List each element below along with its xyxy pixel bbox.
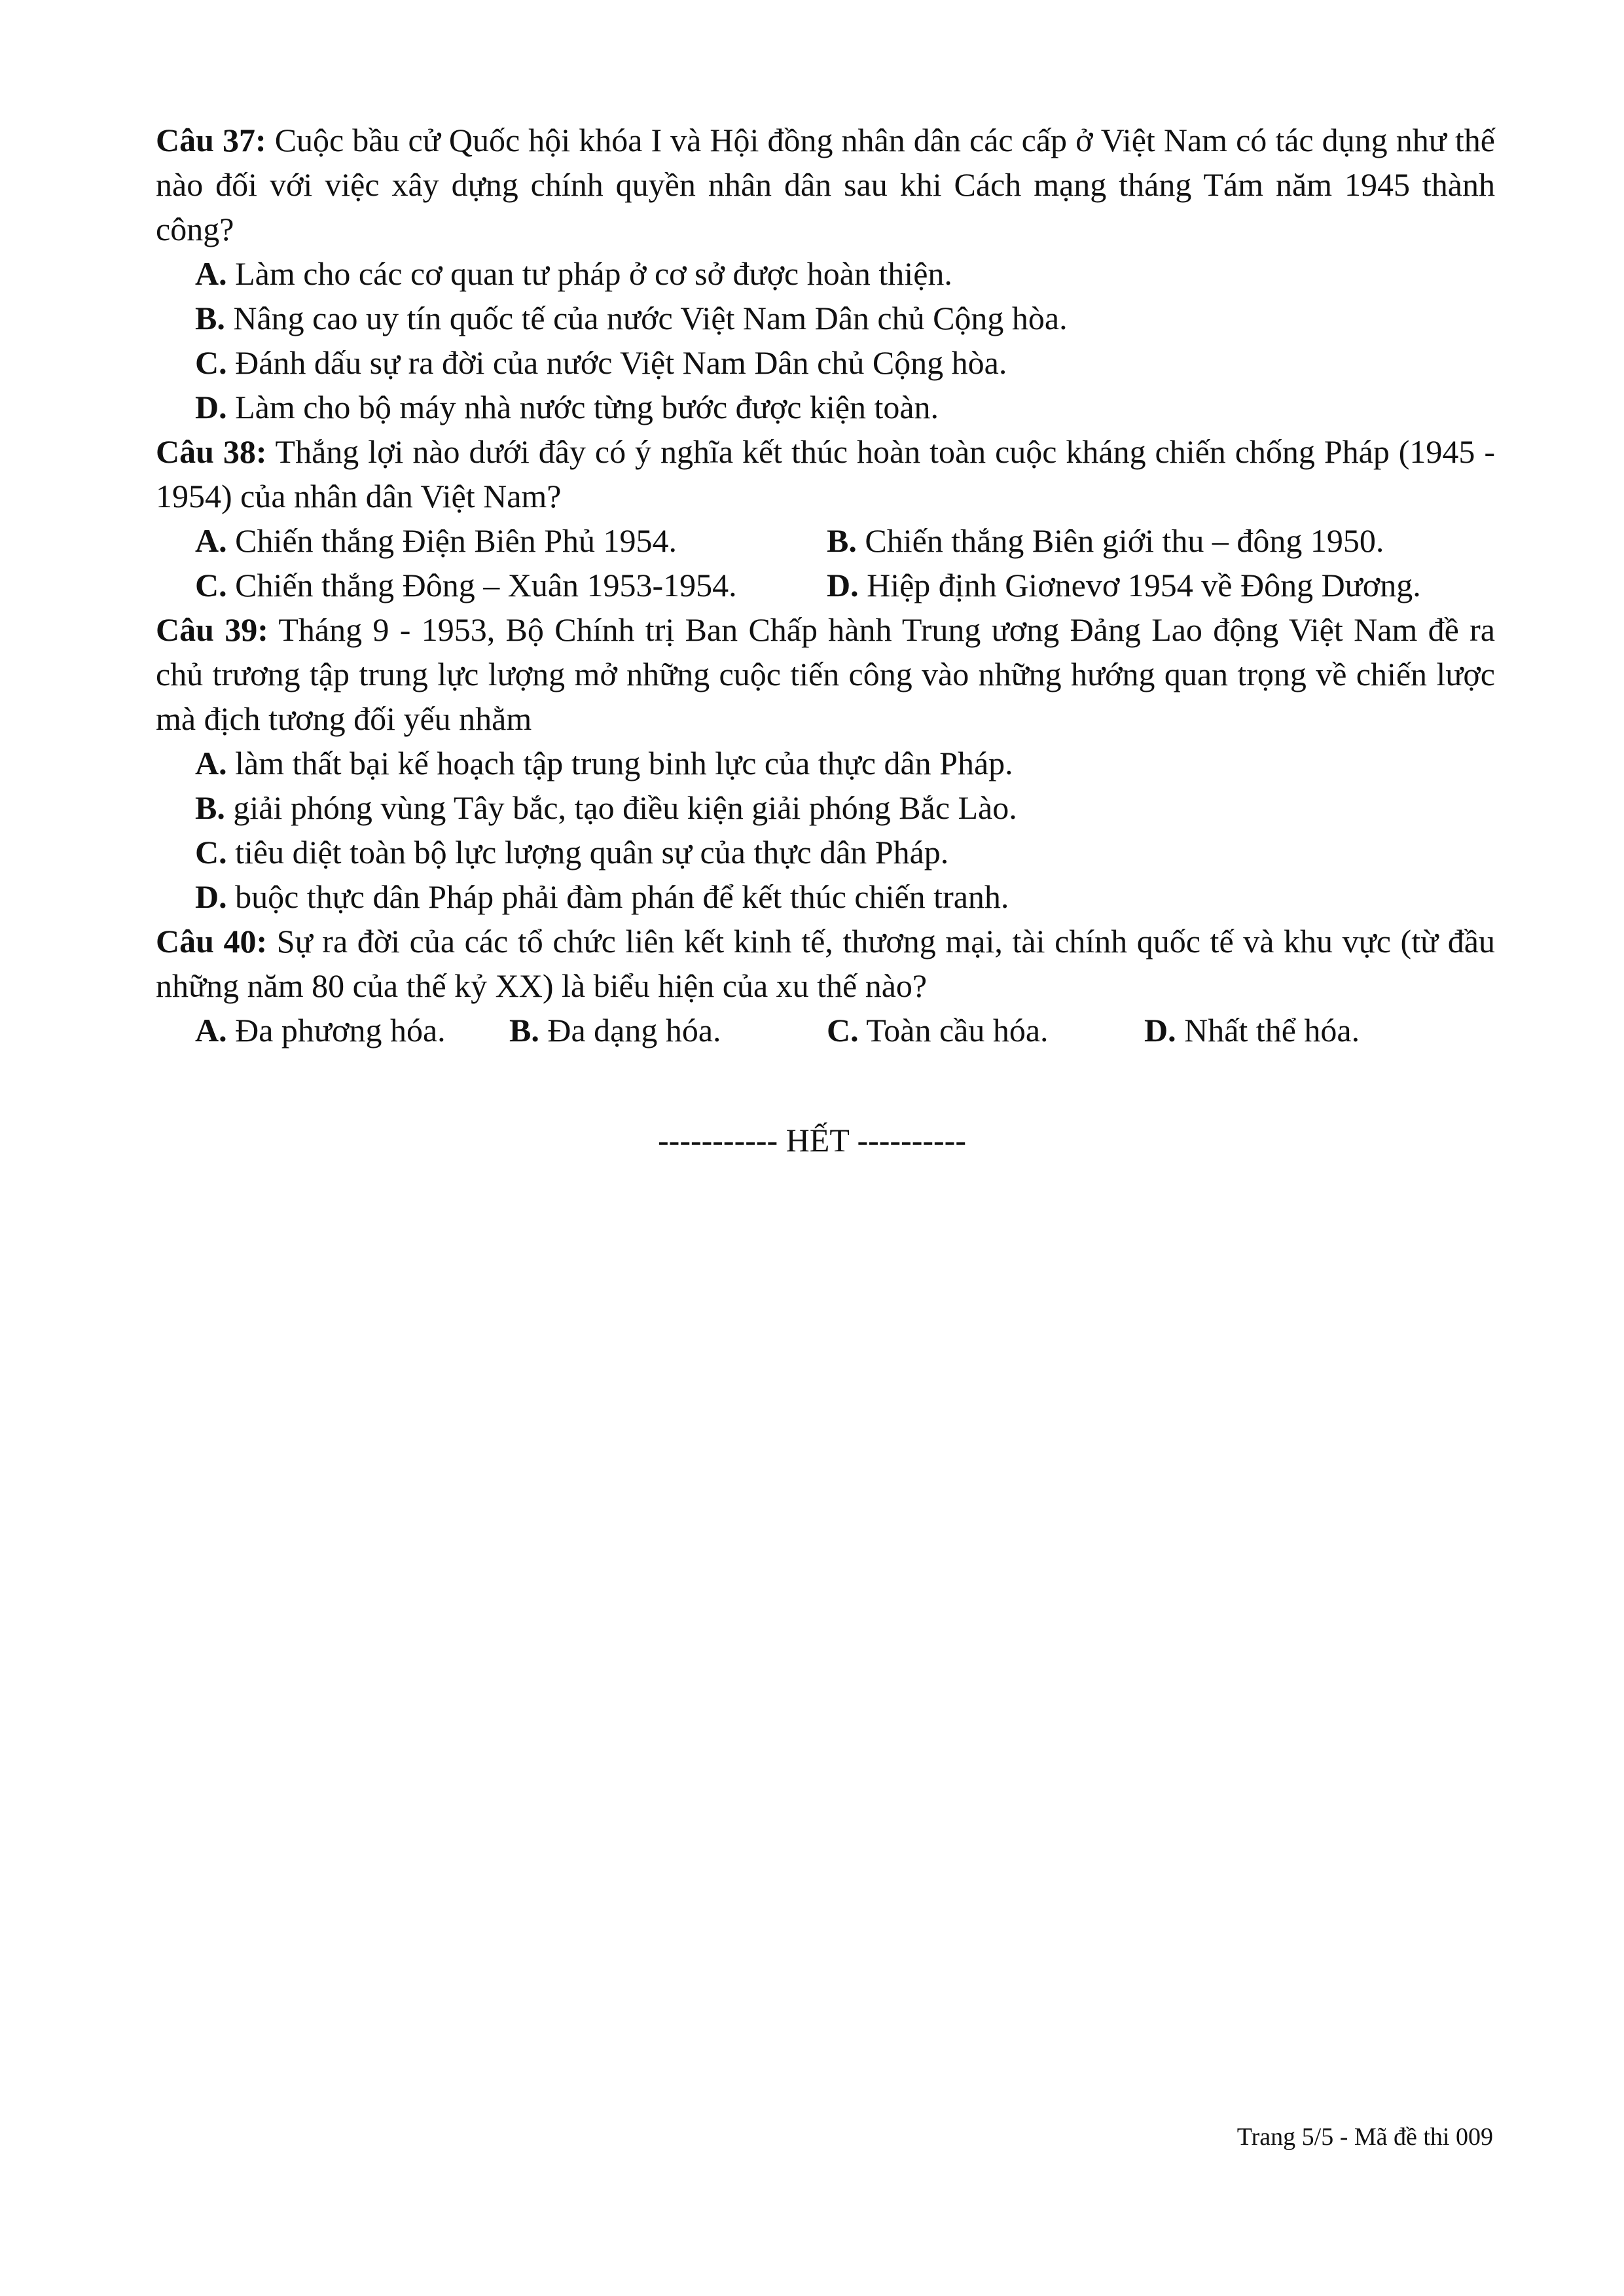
question-40-number: Câu 40:: [156, 923, 268, 960]
end-of-exam-mark: ----------- HẾT ----------: [658, 1122, 966, 1158]
page-footer: Trang 5/5 - Mã đề thi 009: [1236, 2123, 1493, 2151]
question-40: [156, 919, 1495, 1052]
question-38-option-b: B. Chiến thắng Biên giới thu – đông 1950.: [827, 522, 1384, 559]
question-39-body: Tháng 9 - 1953, Bộ Chính trị Ban Chấp hành Trung ương Đảng Lao động Việt Nam đề ra chủ trương tập trung lực lượng mở những cuộc tiến công vào những hướng quan trọng về chiến lược mà địch tương đối yếu nhằm: [156, 611, 1495, 737]
question-39-option-c: C. tiêu diệt toàn bộ lực lượng quân sự của thực dân Pháp.: [195, 834, 949, 870]
question-38-option-d: D. Hiệp định Giơnevơ 1954 về Đông Dương.: [827, 567, 1421, 603]
question-37-option-b: B. Nâng cao uy tín quốc tế của nước Việt Nam Dân chủ Cộng hòa.: [195, 300, 1068, 336]
question-39-option-b: B. giải phóng vùng Tây bắc, tạo điều kiện giải phóng Bắc Lào.: [195, 789, 1017, 826]
question-37-text: [156, 118, 1495, 251]
question-38-option-c: C. Chiến thắng Đông – Xuân 1953-1954.: [195, 567, 737, 603]
question-39: [156, 607, 1495, 919]
question-37-body: Cuộc bầu cử Quốc hội khóa I và Hội đồng nhân dân các cấp ở Việt Nam có tác dụng như thế nào đối với việc xây dựng chính quyền nhân dân sau khi Cách mạng tháng Tám năm 1945 thành công?: [156, 122, 1495, 247]
question-38-option-a: A. Chiến thắng Điện Biên Phủ 1954.: [195, 522, 677, 559]
question-37-option-a: A. Làm cho các cơ quan tư pháp ở cơ sở được hoàn thiện.: [195, 255, 952, 292]
question-38-options-row-1: [156, 518, 1495, 563]
question-39-option-a: A. làm thất bại kế hoạch tập trung binh lực của thực dân Pháp.: [195, 745, 1013, 781]
question-40-option-b: B. Đa dạng hóa.: [509, 1012, 721, 1049]
question-38-text: [156, 429, 1495, 518]
question-38-body: Thắng lợi nào dưới đây có ý nghĩa kết thúc hoàn toàn cuộc kháng chiến chống Pháp (1945 - 1954) của nhân dân Việt Nam?: [156, 433, 1495, 514]
question-39-text: [156, 607, 1495, 741]
question-38: [156, 429, 1495, 607]
question-38-number: Câu 38:: [156, 433, 267, 470]
question-40-options-row: [156, 1008, 1495, 1052]
question-37-option-d: D. Làm cho bộ máy nhà nước từng bước được kiện toàn.: [195, 389, 939, 425]
question-40-text: [156, 919, 1495, 1008]
question-39-number: Câu 39:: [156, 611, 268, 648]
question-40-option-d: D. Nhất thể hóa.: [1144, 1012, 1360, 1049]
question-40-option-a: A. Đa phương hóa.: [195, 1012, 446, 1049]
question-37-number: Câu 37:: [156, 122, 266, 158]
question-40-body: Sự ra đời của các tổ chức liên kết kinh tế, thương mại, tài chính quốc tế và khu vực (từ đầu những năm 80 của thế kỷ XX) là biểu hiện của xu thế nào?: [156, 923, 1495, 1004]
question-38-options-row-2: [156, 563, 1495, 607]
question-37-option-c: C. Đánh dấu sự ra đời của nước Việt Nam Dân chủ Cộng hòa.: [195, 344, 1007, 381]
question-37: [156, 118, 1495, 429]
question-40-option-c: C. Toàn cầu hóa.: [827, 1012, 1049, 1049]
question-list: [156, 118, 1495, 1052]
question-39-option-d: D. buộc thực dân Pháp phải đàm phán để kết thúc chiến tranh.: [195, 878, 1009, 915]
